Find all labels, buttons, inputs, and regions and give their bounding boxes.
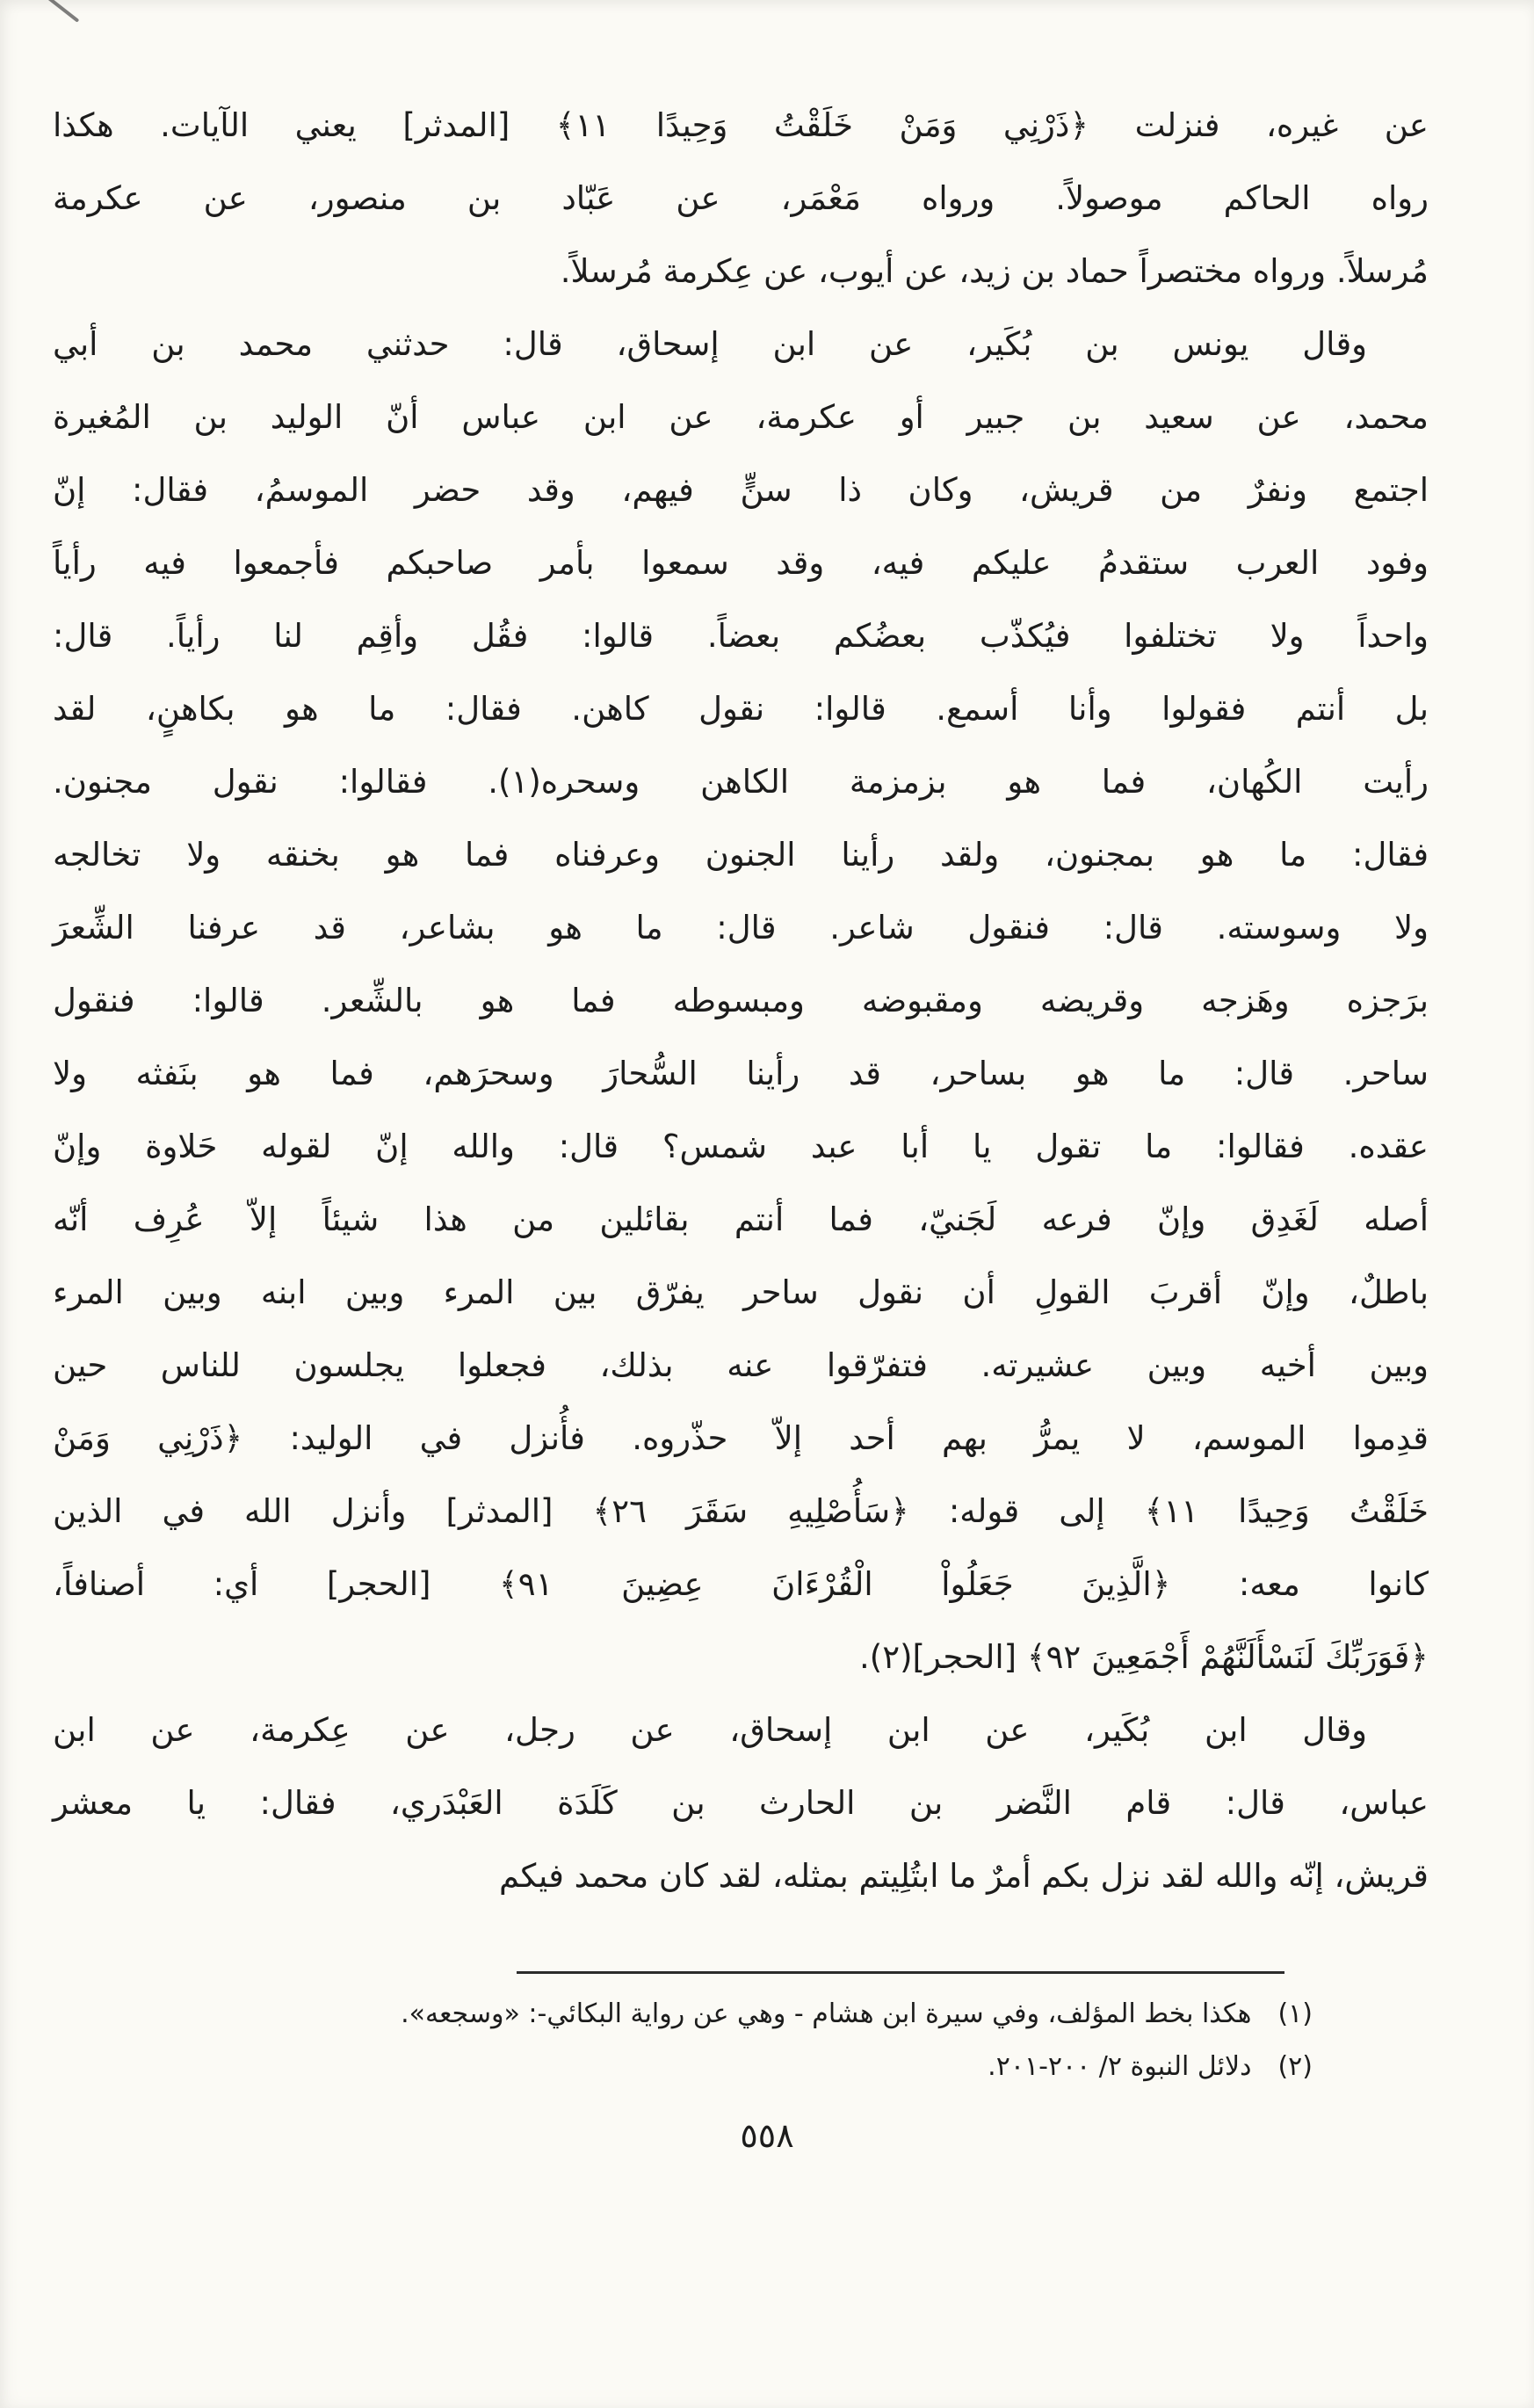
text-line: وفود العرب ستقدمُ عليكم فيه، وقد سمعوا بأمر صاحبكم فأجمعوا فيه رأياً (53, 544, 1429, 582)
text-line: مُرسلاً. ورواه مختصراً حماد بن زيد، عن أيوب، عن عِكرمة مُرسلاً. (560, 252, 1429, 290)
footnote (79, 2041, 1313, 2093)
text-line: كانوا معه: ﴿الَّذِينَ جَعَلُواْ الْقُرْءَانَ عِضِينَ ٩١﴾ [الحجر] أي: أصنافاً، (53, 1565, 1429, 1603)
footnotes (79, 1988, 1313, 2093)
scan-artifact (46, 0, 80, 23)
text-line: محمد، عن سعيد بن جبير أو عكرمة، عن ابن عباس أنّ الوليد بن المُغيرة (53, 398, 1429, 436)
text-line: واحداً ولا تختلفوا فيُكذّب بعضُكم بعضاً. قالوا: فقُل وأقِم لنا رأياً. قال: (53, 617, 1429, 655)
text-line: بل أنتم فقولوا وأنا أسمع. قالوا: نقول كاهن. فقال: ما هو بكاهنٍ، لقد (53, 690, 1429, 728)
text-line: عباس، قال: قام النَّضر بن الحارث بن كَلَدَة العَبْدَري، فقال: يا معشر (53, 1784, 1429, 1822)
paragraph (53, 89, 1429, 308)
text-line: عن غيره، فنزلت ﴿ذَرْنِي وَمَنْ خَلَقْتُ وَحِيدًا ١١﴾ [المدثر] يعني الآيات. هكذا (53, 106, 1429, 144)
text-line: قريش، إنّه والله لقد نزل بكم أمرٌ ما ابتُلِيتم بمثله، لقد كان محمد فيكم (498, 1857, 1429, 1895)
text-line: رأيت الكُهان، فما هو بزمزمة الكاهن وسحره(١). فقالوا: نقول مجنون. (53, 763, 1429, 801)
text-line: ﴿فَوَرَبِّكَ لَنَسْأَلَنَّهُمْ أَجْمَعِينَ ٩٢﴾ [الحجر](٢). (859, 1638, 1429, 1676)
text-line: قدِموا الموسم، لا يمرُّ بهم أحد إلاّ حذّروه. فأُنزل في الوليد: ﴿ذَرْنِي وَمَنْ (53, 1419, 1429, 1457)
footnote (79, 1988, 1313, 2041)
text-line: أصله لَغَدِق وإنّ فرعه لَجَنيّ، فما أنتم بقائلين من هذا شيئاً إلاّ عُرِف أنّه (53, 1200, 1429, 1238)
footnote-separator (517, 1971, 1284, 1974)
page-number: ٥٥٨ (740, 2116, 794, 2155)
text-line: برَجزه وهَزجه وقريضه ومقبوضه ومبسوطه فما هو بالشِّعر. قالوا: فنقول (53, 982, 1429, 1019)
text-line: خَلَقْتُ وَحِيدًا ١١﴾ إلى قوله: ﴿سَأُصْلِيهِ سَقَرَ ٢٦﴾ [المدثر] وأنزل الله في الذين (53, 1492, 1429, 1530)
footnote-number: (٢) (1277, 2051, 1313, 2082)
text-line: باطلٌ، وإنّ أقربَ القولِ أن نقول ساحر يفرّق بين المرء وبين ابنه وبين المرء (53, 1273, 1429, 1311)
paragraph (53, 1694, 1429, 1912)
text-line: ولا وسوسته. قال: فنقول شاعر. قال: ما هو بشاعر، قد عرفنا الشِّعرَ (53, 909, 1429, 947)
text-line: وقال ابن بُكَير، عن ابن إسحاق، عن رجل، عن عِكرمة، عن ابن (53, 1711, 1367, 1749)
footnote-text: دلائل النبوة ٢/ ٢٠٠-٢٠١. (988, 2051, 1252, 2082)
text-line: رواه الحاكم موصولاً. ورواه مَعْمَر، عن عَبّاد بن منصور، عن عكرمة (53, 179, 1429, 217)
footnote-text: هكذا بخط المؤلف، وفي سيرة ابن هشام - وهي عن رواية البكائي-: «وسجعه». (401, 1998, 1252, 2029)
footnote-number: (١) (1277, 1998, 1313, 2029)
paragraph (53, 308, 1429, 1694)
text-line: ساحر. قال: ما هو بساحر، قد رأينا السُّحارَ وسحرَهم، فما هو بنَفثه ولا (53, 1055, 1429, 1092)
text-line: وقال يونس بن بُكَير، عن ابن إسحاق، قال: حدثني محمد بن أبي (53, 325, 1367, 363)
text-line: وبين أخيه وبين عشيرته. فتفرّقوا عنه بذلك، فجعلوا يجلسون للناس حين (53, 1346, 1429, 1384)
text-line: فقال: ما هو بمجنون، ولقد رأينا الجنون وعرفناه فما هو بخنقه ولا تخالجه (53, 836, 1429, 874)
text-line: عقده. فقالوا: ما تقول يا أبا عبد شمس؟ قال: والله إنّ لقوله حَلاوة وإنّ (53, 1128, 1429, 1165)
main-text (53, 89, 1429, 1912)
text-line: اجتمع ونفرٌ من قريش، وكان ذا سنٍّ فيهم، وقد حضر الموسمُ، فقال: إنّ (53, 471, 1429, 509)
